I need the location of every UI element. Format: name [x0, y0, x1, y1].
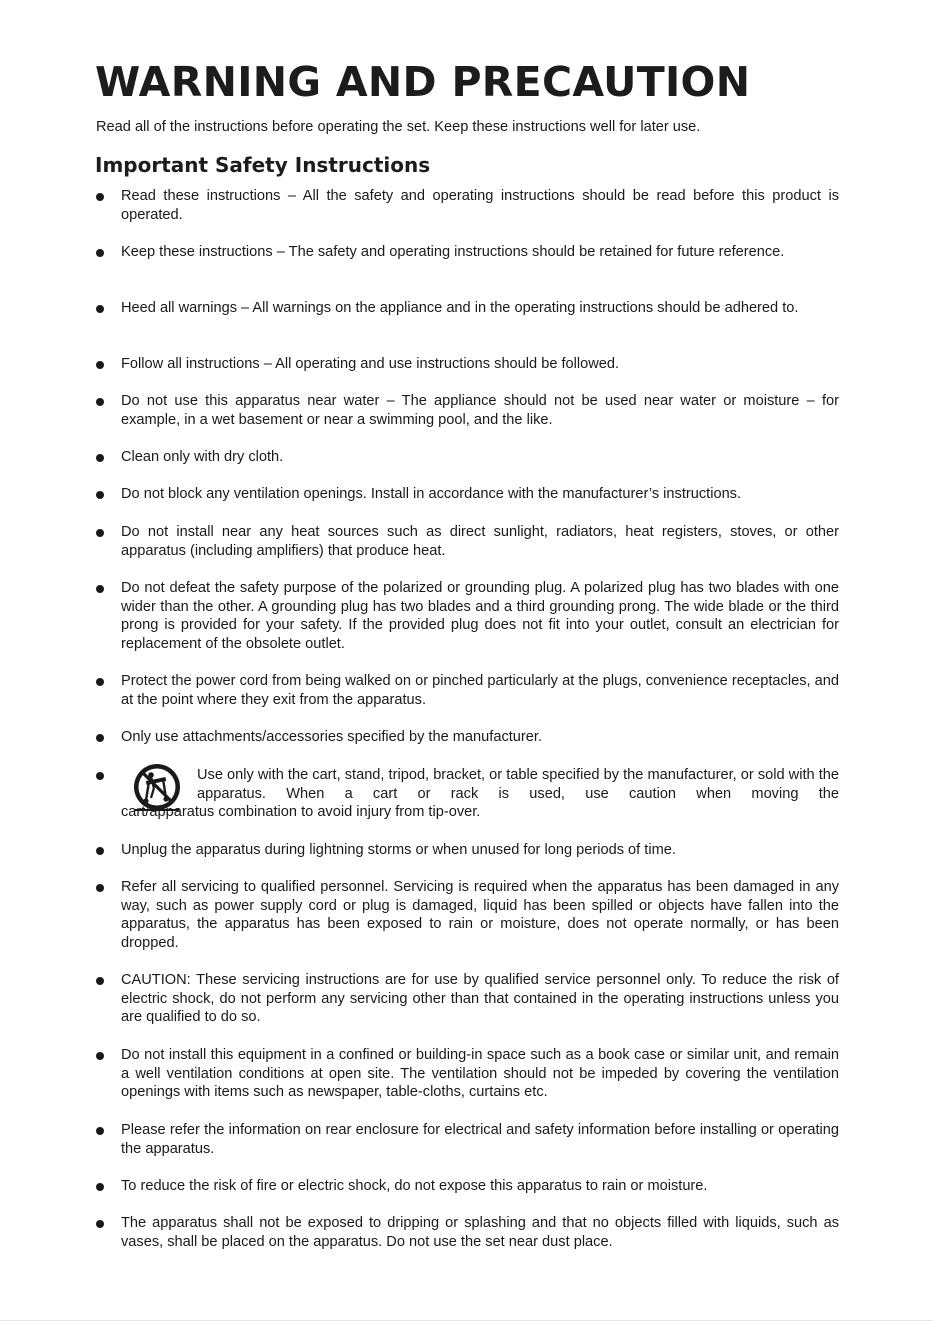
bullet-icon [96, 529, 104, 537]
list-item-text: To reduce the risk of fire or electric shock, do not expose this apparatus to rain or moisture. [121, 1178, 708, 1194]
page-bottom-divider [0, 1320, 933, 1321]
bullet-icon [96, 734, 104, 742]
bullet-icon [96, 884, 104, 892]
list-item-text: Do not use this apparatus near water – The appliance should not be used near water or moisture – for example, in a wet basement or near a swimming pool, and the like. [121, 393, 839, 428]
section-heading: Important Safety Instructions [95, 153, 431, 177]
bullet-icon [96, 193, 104, 201]
bullet-icon [96, 361, 104, 369]
list-item-text: Keep these instructions – The safety and operating instructions should be retained for future reference. [121, 244, 785, 260]
list-item-text: Only use attachments/accessories specified by the manufacturer. [121, 729, 542, 745]
intro-text: Read all of the instructions before operating the set. Keep these instructions well for later use. [96, 119, 701, 135]
bullet-icon [96, 491, 104, 499]
bullet-icon [96, 398, 104, 406]
list-item-text: Do not install this equipment in a confined or building-in space such as a book case or similar unit, and remain a well ventilation conditions at open site. The ventilation should not be impeded by covering the ventilation openings with items such as newspaper, table-cloths, curtains etc. [121, 1047, 839, 1101]
list-item-text: Do not defeat the safety purpose of the polarized or grounding plug. A polarized plug has two blades with one wider than the other. A grounding plug has two blades and a third grounding prong. The wide blade or the third prong is provided for your safety. If the provided plug does not fit into your outlet, consult an electrician for replacement of the obsolete outlet. [121, 580, 839, 653]
bullet-icon [96, 454, 104, 462]
bullet-icon [96, 772, 104, 780]
list-item-text: Clean only with dry cloth. [121, 449, 284, 465]
bullet-icon [96, 1183, 104, 1191]
list-item-text: Do not block any ventilation openings. Install in accordance with the manufacturer’s instructions. [121, 486, 742, 502]
list-item-text: Please refer the information on rear enclosure for electrical and safety information before installing or operating the apparatus. [121, 1122, 839, 1157]
bullet-icon [96, 977, 104, 985]
bullet-icon [96, 1052, 104, 1060]
bullet-icon [96, 1127, 104, 1135]
bullet-icon [96, 249, 104, 257]
list-item-text: Unplug the apparatus during lightning storms or when unused for long periods of time. [121, 842, 676, 858]
list-item-text: Read these instructions – All the safety and operating instructions should be read before this product is operated. [121, 188, 839, 223]
bullet-icon [96, 847, 104, 855]
list-item-text: Do not install near any heat sources such as direct sunlight, radiators, heat registers, stoves, or other apparatus (including amplifiers) that produce heat. [121, 524, 839, 559]
list-item-text: CAUTION: These servicing instructions are for use by qualified service personnel only. To reduce the risk of electric shock, do not perform any servicing other than that contained in the operating instructions unless you are qualified to do so. [121, 972, 839, 1026]
bullet-icon [96, 678, 104, 686]
bullet-icon [96, 305, 104, 313]
list-item-text-continued: cart/apparatus combination to avoid injury from tip-over. [121, 804, 481, 820]
bullet-icon [96, 1220, 104, 1228]
list-item-text: Heed all warnings – All warnings on the appliance and in the operating instructions should be adhered to. [121, 300, 799, 316]
list-item-text: Protect the power cord from being walked on or pinched particularly at the plugs, convenience receptacles, and at the point where they exit from the apparatus. [121, 673, 839, 708]
list-item-text: Follow all instructions – All operating and use instructions should be followed. [121, 356, 620, 372]
list-item-text: The apparatus shall not be exposed to dripping or splashing and that no objects filled with liquids, such as vases, shall be placed on the apparatus. Do not use the set near dust place. [121, 1215, 839, 1250]
list-item-text: Refer all servicing to qualified personnel. Servicing is required when the apparatus has been damaged in any way, such as power supply cord or plug is damaged, liquid has been spilled or objects have fallen into the apparatus, the apparatus has been exposed to rain or moisture, does not operate normally, or has been dropped. [121, 879, 839, 952]
bullet-icon [96, 585, 104, 593]
list-item-text: Use only with the cart, stand, tripod, bracket, or table specified by the manufacturer, or sold with the apparatus. When a cart or rack is used, use caution when moving the [197, 767, 839, 802]
page-title: WARNING AND PRECAUTION [95, 58, 751, 106]
